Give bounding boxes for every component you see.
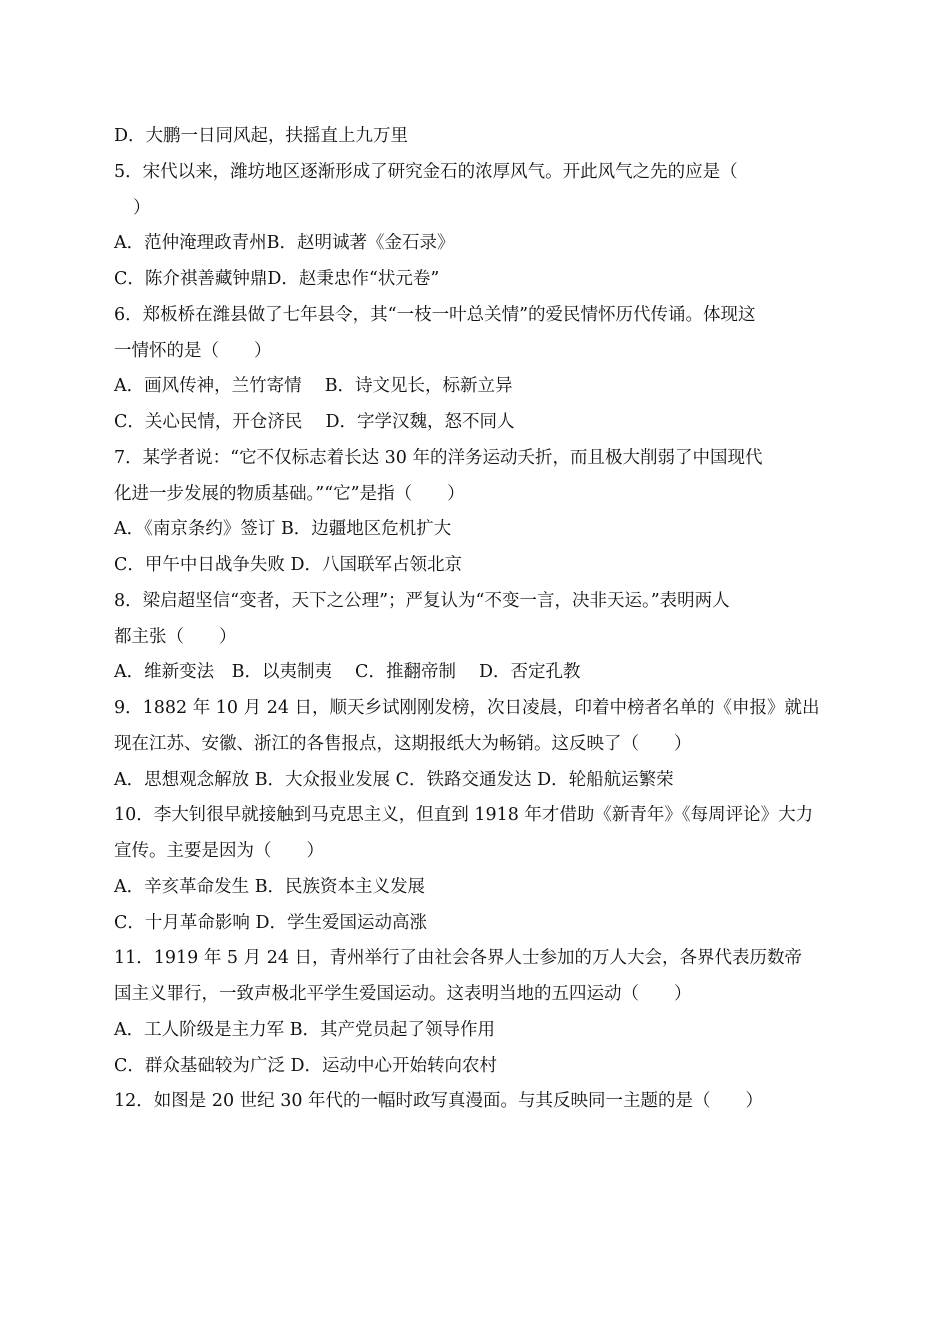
options-9: A．思想观念解放 B．大众报业发展 C．铁路交通发达 D．轮船航运繁荣	[114, 770, 674, 790]
question-6-line-1: 6．郑板桥在潍县做了七年县令，其“一枝一叶总关情”的爱民情怀历代传诵。体现这	[114, 305, 756, 325]
question-8-line-1: 8．梁启超坚信“变者，天下之公理”；严复认为“不变一言，决非天运。”表明两人	[114, 591, 730, 611]
question-5-line-2: ）	[133, 198, 151, 218]
options-11-ab: A．工人阶级是主力军 B．其产党员起了领导作用	[114, 1020, 496, 1040]
question-6-line-2: 一情怀的是（ ）	[114, 341, 272, 361]
options-7-ab: A．《南京条约》签订 B．边疆地区危机扩大	[114, 519, 452, 539]
options-6-cd: C．关心民情，开仓济民 D．字学汉魏，怒不同人	[114, 412, 515, 432]
question-10-line-1: 10．李大钊很早就接触到马克思主义，但直到 1918 年才借助《新青年》《每周评论》大力	[114, 805, 814, 825]
question-10-line-2: 宣传。主要是因为（ ）	[114, 841, 324, 861]
question-8-line-2: 都主张（ ）	[114, 627, 237, 647]
question-11-line-2: 国主义罪行，一致声极北平学生爱国运动。这表明当地的五四运动（ ）	[114, 984, 692, 1004]
options-10-ab: A．辛亥革命发生 B．民族资本主义发展	[114, 877, 426, 897]
question-7-line-2: 化进一步发展的物质基础。”“它”是指（ ）	[114, 484, 465, 504]
options-8: A．维新变法 B．以夷制夷 C．推翻帝制 D．否定孔教	[114, 662, 581, 682]
options-6-ab: A．画风传神，兰竹寄情 B．诗文见长，标新立异	[114, 376, 513, 396]
question-5-line-1: 5．宋代以来，潍坊地区逐渐形成了研究金石的浓厚风气。开此风气之先的应是（	[114, 162, 738, 182]
question-9-line-2: 现在江苏、安徽、浙江的各售报点，这期报纸大为畅销。这反映了（ ）	[114, 734, 692, 754]
question-12-line-1: 12．如图是 20 世纪 30 年代的一幅时政写真漫面。与其反映同一主题的是（ ）	[114, 1091, 764, 1111]
question-9-line-1: 9．1882 年 10 月 24 日，顺天乡试刚刚发榜，次日凌晨，印着中榜者名单的《申报》就出	[114, 698, 820, 718]
option-4d: D．大鹏一日同风起，扶摇直上九万里	[114, 126, 409, 146]
options-7-cd: C．甲午中日战争失败 D．八国联军占领北京	[114, 555, 462, 575]
options-11-cd: C．群众基础较为广泛 D．运动中心开始转向农村	[114, 1056, 497, 1076]
options-10-cd: C．十月革命影响 D．学生爱国运动高涨	[114, 913, 427, 933]
question-11-line-1: 11．1919 年 5 月 24 日，青州举行了由社会各界人士参加的万人大会，各界代表历数帝	[114, 948, 803, 968]
question-7-line-1: 7．某学者说：“它不仅标志着长达 30 年的洋务运动夭折，而且极大削弱了中国现代	[114, 448, 763, 468]
options-5-ab: A．范仲淹理政青州B．赵明诚著《金石录》	[114, 233, 455, 253]
options-5-cd: C．陈介祺善藏钟鼎D．赵秉忠作“状元卷”	[114, 269, 440, 289]
